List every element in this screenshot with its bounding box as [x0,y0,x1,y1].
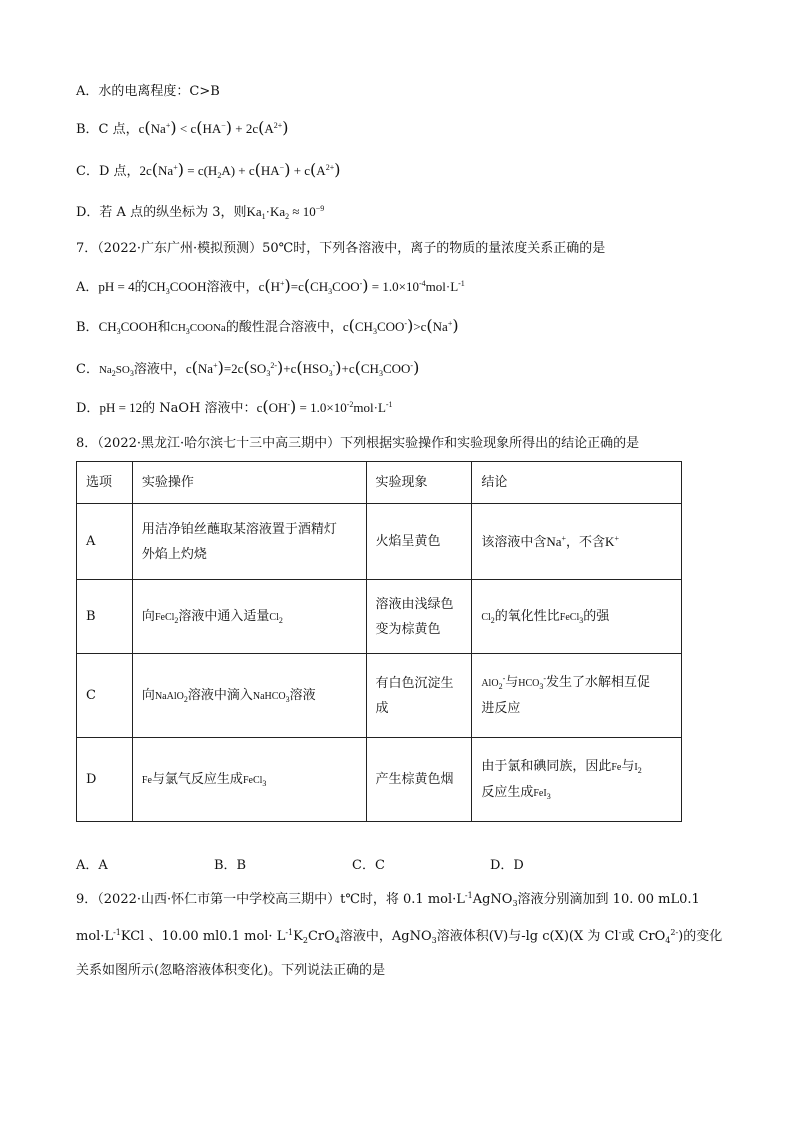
q9-line2-a: mol·L [76,929,114,944]
table-row [77,580,682,654]
row-c-ph-1: 有白色沉淀生 [375,675,454,691]
row-b-conclusion: $Cl_2$的氧化性比FeCl$_3$的强 [472,580,682,654]
header-option: 选项 [77,462,133,504]
q7-option-c: C．$Na_2SO_3$溶液中，$c(Na^+)=2c(SO_3^{2-})+c(HSO_3^-)+c(CH_3COO^-)$ [76,358,420,378]
row-a-concl-2: ，不含 [566,534,606,550]
row-c-option: C [77,654,133,738]
row-a-op-line1: 用洁净铂丝蘸取某溶液置于酒精灯 [141,521,337,537]
q7-option-a-mid: 的 [134,280,148,295]
q6-option-c-prefix: C．D 点， [76,164,140,179]
row-c-concl-3: 进反应 [481,701,521,716]
row-a-option: A [77,504,133,580]
row-d-concl-2: 与 [621,758,635,774]
q9-line3-text: 关系如图所示(忽略溶液体积变化)。下列说法正确的是 [76,963,386,978]
q7-option-a: A．pH = 4的$CH_3COOH$溶液中，$c(H^+)=c(CH_3COO^-) = 1.0\times 10^{-4}mol\cdot L^{-1}$ [76,276,465,296]
row-c-concl-1: 与 [505,675,519,690]
row-d-concl-1: 由于氯和碘同族，因此 [481,758,612,774]
row-b-concl-1: 的氧化性比 [494,608,560,624]
q8-stem [76,434,639,454]
q7-stem-text: 7．（2022·广东广州·模拟预测）50℃时，下列各溶液中，离子的物质的量浓度关系正确的是 [76,241,606,256]
q7-option-a-prefix: A． [76,280,99,295]
row-c-conclusion: AlO$_2$-与$HCO_3^-$发生了水解相互促 进反应 [472,654,682,738]
row-d-conclusion: 由于氯和碘同族，因此Fe与$I_2$ 反应生成FeI$_3$ [472,738,682,822]
row-a-concl-1: 该溶液中含 [481,534,547,550]
q7-option-d-prefix: D． [76,401,100,416]
row-c-concl-2: 发生了水解相互促 [546,675,651,690]
row-a-op-line2: 外焰上灼烧 [141,546,207,562]
q6-option-d-text: D．若 A 点的纵坐标为 3，则 [76,205,247,220]
q6-option-d: D．若 A 点的纵坐标为 3，则$Ka_1\cdot Ka_2 \approx 10^{-9}$ [76,204,325,221]
row-a-phenomenon: 火焰呈黄色 [366,504,472,580]
q6-option-c: C．D 点，$2c(Na^+) = c(H_2A) + c(HA^-) + c(A^{2+})$ [76,160,341,180]
q9-line-2: $mol\cdot L^{-1}KCl$ 、10.00 ml0.1 $mol\cdot L^{-1}K_2CrO_4$溶液中，AgNO$_3$溶液体积(V)与-lg c(X)(X 为 Cl-或 CrO$_4^{2-}$)的变化 [76,928,723,945]
row-d-concl-3: 反应生成 [481,784,534,800]
q7-option-b-prefix: B． [76,320,99,335]
header-operation: 实验操作 [132,462,366,504]
q9-line2-b: KCl 、10.00 ml0.1 mol· L [120,929,286,944]
q6-option-b-prefix: B．C 点， [76,122,139,137]
q9-line2-c: K [293,929,303,944]
q8-choice-c[interactable]: C．C [352,858,385,873]
row-c-op-1: 向 [141,687,155,703]
q9-line1-c: 溶液分别滴加到 10. 00 mL0.1 [517,892,700,907]
q9-line2-d: CrO [307,929,335,944]
q9-line2-h: )的变化 [678,929,723,944]
row-b-concl-2: 的强 [583,608,610,624]
table-row [77,504,682,580]
q6-option-b: B．C 点，$c(Na^+) < c(HA^-) + 2c(A^{2+})$ [76,118,289,137]
q9-line1-a: 9．（2022·山西·怀仁市第一中学校高三期中）t℃时，将 0.1 mol·L [76,892,465,907]
q9-line-1: 9．（2022·山西·怀仁市第一中学校高三期中）t℃时，将 0.1 $mol\cdot L^{-1}AgNO_3$溶液分别滴加到 10. 00 mL0.1 [76,891,700,908]
q8-choice-a[interactable]: A．A [76,858,108,873]
header-phenomenon: 实验现象 [366,462,472,504]
q6-option-a-text: A．水的电离程度：C>B [76,84,220,99]
q9-line2-f: 溶液体积(V)与-lg c(X)(X 为 Cl [436,929,619,944]
row-b-op-2: 溶液中通入适量 [178,608,270,624]
q7-option-c-sol: 溶液中， [133,362,186,377]
row-c-operation: 向NaAlO$_2$溶液中滴入NaHCO$_3$溶液 [132,654,366,738]
row-a-operation [132,504,366,580]
row-b-ph-2: 变为棕黄色 [375,621,441,637]
q7-stem [76,239,605,259]
q7-option-a-sol: 溶液中， [206,280,259,295]
q9-line2-e: 溶液中，AgNO [339,929,432,944]
row-b-ph-1: 溶液由浅绿色 [375,596,454,612]
row-b-phenomenon [366,580,472,654]
q7-option-b-sol: 的酸性混合溶液中， [225,320,343,335]
q7-option-d-mid: 的 NaOH 溶液中： [142,401,257,416]
row-d-op-1: 与氯气反应生成 [151,771,243,787]
q9-line2-g: 或 CrO [621,929,666,944]
q7-option-d: D．pH = 12的 NaOH 溶液中：$c(OH^-) = 1.0\times 10^{-2}mol\cdot L^{-1}$ [76,397,393,416]
q8-table [76,461,682,822]
q7-option-b-mid: 和 [157,320,171,335]
q7-option-c-prefix: C． [76,362,99,377]
q7-unit-d: mol·L [353,400,386,415]
q7-option-b: B．$CH_3COOH$和$CH_3COONa$的酸性混合溶液中，$c(CH_3COO^-)>c(Na^+)$ [76,316,459,336]
row-d-option: D [77,738,133,822]
q8-choice-b[interactable]: B．B [214,858,247,873]
row-d-operation: Fe与氯气反应生成FeCl$_3$ [132,738,366,822]
row-b-option: B [77,580,133,654]
q9-line-3 [76,961,385,981]
row-d-phenomenon: 产生棕黄色烟 [366,738,472,822]
q7-unit-a: mol·L [425,279,459,294]
q8-stem-text: 8．（2022·黑龙江·哈尔滨七十三中高三期中）下列根据实验操作和实验现象所得出的结论正确的是 [76,436,640,451]
q9-line1-b: AgNO [472,892,513,907]
header-conclusion: 结论 [472,462,682,504]
row-b-op-1: 向 [141,608,155,624]
row-a-conclusion: 该溶液中含Na+，不含K+ [472,504,682,580]
q6-option-a [76,82,220,102]
table-row [77,738,682,822]
row-c-op-2: 溶液中滴入 [187,687,253,703]
table-row [77,654,682,738]
row-c-op-3: 溶液 [289,687,316,703]
table-header-row [77,462,682,504]
q8-choice-d[interactable]: D．D [490,858,524,873]
row-b-operation: 向FeCl$_2$溶液中通入适量$Cl_2$ [132,580,366,654]
row-c-phenomenon [366,654,472,738]
row-c-ph-2: 成 [375,700,389,716]
